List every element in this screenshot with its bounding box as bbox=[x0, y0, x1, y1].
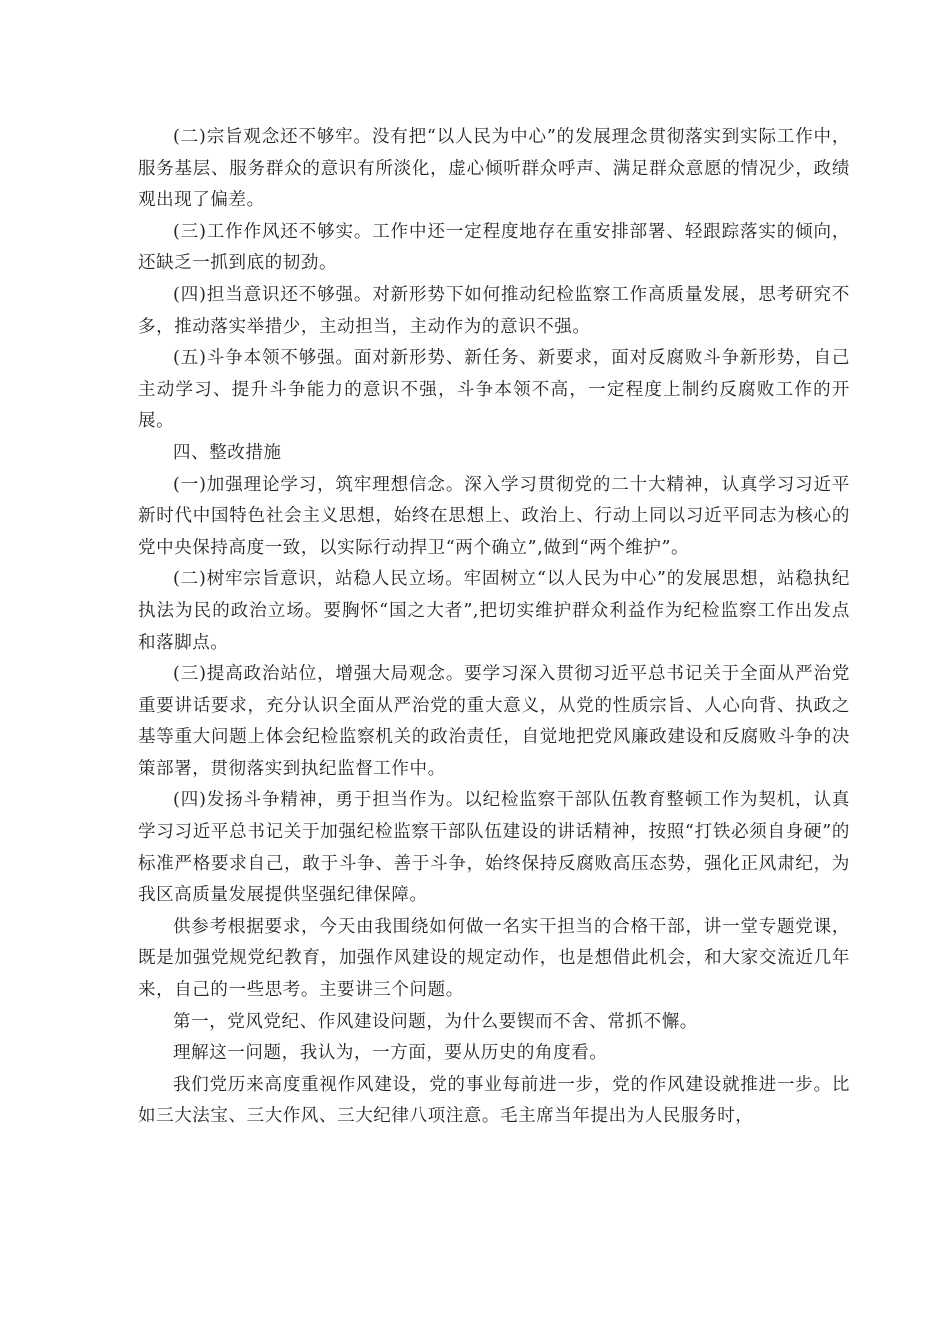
section-heading-rectification: 四、整改措施 bbox=[173, 442, 282, 463]
paragraph-7: (三)提高政治站位，增强大局观念。要学习深入贯彻习近平总书记关于全面从严治党重要讲话要求，充分认识全面从严治党的重大意义，从党的性质宗旨、人心向背、执政之基等重大问题上体会纪检监察机关的政治责任，自觉地把党风廉政建设和反腐败斗争的决策部署，贯彻落实到执纪监督工作中。 bbox=[138, 664, 850, 779]
paragraph-9: 供参考根据要求，今天由我围绕如何做一名实干担当的合格干部，讲一堂专题党课，既是加强党规党纪教育，加强作风建设的规定动作，也是想借此机会，和大家交流近几年来，自己的一些思考。主要讲三个问题。 bbox=[138, 916, 850, 1001]
paragraph-10: 第一，党风党纪、作风建设问题，为什么要锲而不舍、常抓不懈。 bbox=[173, 1011, 698, 1032]
paragraph-3: (四)担当意识还不够强。对新形势下如何推动纪检监察工作高质量发展，思考研究不多，推动落实举措少，主动担当，主动作为的意识不强。 bbox=[138, 284, 850, 337]
paragraph-5: (一)加强理论学习，筑牢理想信念。深入学习贯彻党的二十大精神，认真学习习近平新时代中国特色社会主义思想，始终在思想上、政治上、行动上同以习近平同志为核心的党中央保持高度一致，以实际行动捍卫“两个确立”,做到“两个维护”。 bbox=[138, 474, 850, 558]
paragraph-6: (二)树牢宗旨意识，站稳人民立场。牢固树立“以人民为中心”的发展思想，站稳执纪执法为民的政治立场。要胸怀“国之大者”,把切实维护群众利益作为纪检监察工作出发点和落脚点。 bbox=[138, 569, 850, 653]
document-body bbox=[138, 122, 850, 1133]
paragraph-8: (四)发扬斗争精神，勇于担当作为。以纪检监察干部队伍教育整顿工作为契机，认真学习习近平总书记关于加强纪检监察干部队伍建设的讲话精神，按照“打铁必须自身硬”的标准严格要求自己，敢于斗争、善于斗争，始终保持反腐败高压态势，强化正风肃纪，为我区高质量发展提供坚强纪律保障。 bbox=[138, 790, 850, 906]
paragraph-11: 理解这一问题，我认为，一方面，要从历史的角度看。 bbox=[173, 1043, 608, 1064]
paragraph-12: 我们党历来高度重视作风建设，党的事业每前进一步，党的作风建设就推进一步。比如三大法宝、三大作风、三大纪律八项注意。毛主席当年提出为人民服务时， bbox=[138, 1074, 850, 1127]
paragraph-1: (二)宗旨观念还不够牢。没有把“以人民为中心”的发展理念贯彻落实到实际工作中，服务基层、服务群众的意识有所淡化，虚心倾听群众呼声、满足群众意愿的情况少，政绩观出现了偏差。 bbox=[138, 127, 850, 211]
paragraph-4: (五)斗争本领不够强。面对新形势、新任务、新要求，面对反腐败斗争新形势，自己主动学习、提升斗争能力的意识不强，斗争本领不高，一定程度上制约反腐败工作的开展。 bbox=[138, 348, 850, 432]
paragraph-2: (三)工作作风还不够实。工作中还一定程度地存在重安排部署、轻跟踪落实的倾向，还缺乏一抓到底的韧劲。 bbox=[138, 221, 850, 274]
